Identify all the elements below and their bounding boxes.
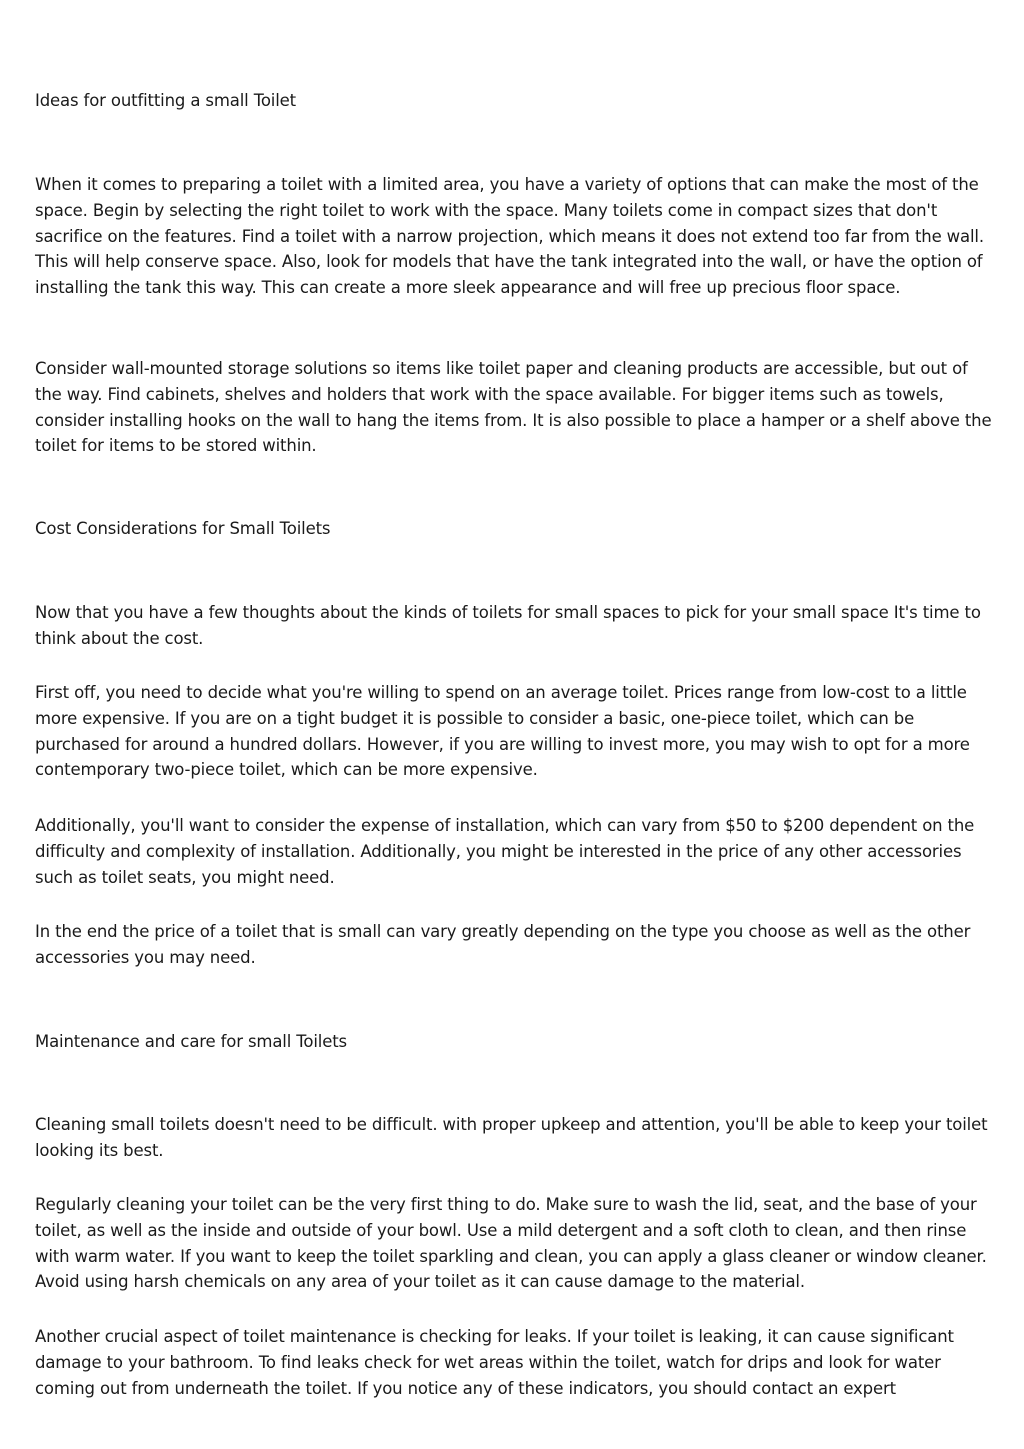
paragraph-cost-1: Now that you have a few thoughts about the kinds of toilets for small spaces to pick for your small space It's time to think about the cost. xyxy=(35,603,981,648)
section-heading-maintenance: Maintenance and care for small Toilets xyxy=(35,1032,347,1051)
paragraph-maintenance-3: Another crucial aspect of toilet maintenance is checking for leaks. If your toilet is leaking, it can cause significant damage to your bathroom. To find leaks check for wet areas within the toilet, watch for drips and look for water coming out from underneath the toilet. If you notice any of these indicators, you should contact an expert xyxy=(35,1327,954,1398)
paragraph-cost-4: In the end the price of a toilet that is small can vary greatly depending on the type you choose as well as the other accessories you may need. xyxy=(35,922,971,967)
section-heading-cost: Cost Considerations for Small Toilets xyxy=(35,519,331,538)
paragraph-maintenance-2: Regularly cleaning your toilet can be the very first thing to do. Make sure to wash the lid, seat, and the base of your toilet, as well as the inside and outside of your bowl. Use a mild detergent and a soft cloth to clean, and then rinse with warm water. If you want to keep the toilet sparkling and clean, you can apply a glass cleaner or window cleaner. Avoid using harsh chemicals on any area of your toilet as it can cause damage to the material. xyxy=(35,1195,987,1292)
section-heading-outfitting: Ideas for outfitting a small Toilet xyxy=(35,91,296,110)
paragraph-cost-2: First off, you need to decide what you're willing to spend on an average toilet. Prices range from low-cost to a little more expensive. If you are on a tight budget it is possible to consider a basic, one-piece toilet, which can be purchased for around a hundred dollars. However, if you are willing to invest more, you may wish to opt for a more contemporary two-piece toilet, which can be more expensive. xyxy=(35,683,970,780)
paragraph-maintenance-1: Cleaning small toilets doesn't need to be difficult. with proper upkeep and attention, you'll be able to keep your toilet looking its best. xyxy=(35,1115,988,1160)
paragraph-cost-3: Additionally, you'll want to consider the expense of installation, which can vary from $50 to $200 dependent on the difficulty and complexity of installation. Additionally, you might be interested in the price of any other accessories such as toilet seats, you might need. xyxy=(35,816,975,887)
paragraph-outfitting-1: When it comes to preparing a toilet with a limited area, you have a variety of options that can make the most of the space. Begin by selecting the right toilet to work with the space. Many toilets come in compact sizes that don't sacrifice on the features. Find a toilet with a narrow projection, which means it does not extend too far from the wall. This will help conserve space. Also, look for models that have the tank integrated into the wall, or have the option of installing the tank this way. This can create a more sleek appearance and will free up precious floor space. xyxy=(35,175,984,298)
paragraph-outfitting-2: Consider wall-mounted storage solutions so items like toilet paper and cleaning products are accessible, but out of the way. Find cabinets, shelves and holders that work with the space available. For bigger items such as towels, consider installing hooks on the wall to hang the items from. It is also possible to place a hamper or a shelf above the toilet for items to be stored within. xyxy=(35,359,992,456)
